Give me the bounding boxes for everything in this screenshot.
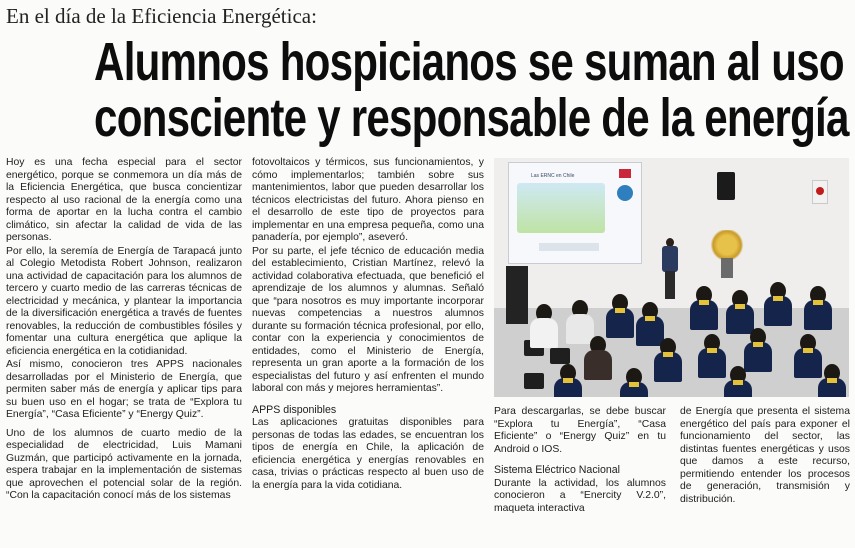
presenter-legs [665,271,675,299]
paragraph: de Energía que presenta el sistema energético del país para exponer el funcionamiento del sector, las distintas fuentes energéticas y usos que damos a este recurso, permitiendo entender los procesos de generación, transmisión y distribución. [680,406,850,505]
student [606,294,634,338]
event-photo [494,158,849,397]
student [724,366,752,397]
student [804,286,832,330]
chair [524,373,544,389]
projection-screen [508,162,642,264]
student [698,334,726,378]
paragraph: Por ello, la seremía de Energía de Tarapacá junto al Colegio Metodista Robert Johnson, realizaron una actividad de capacitación para los alumnos de tercero y cuarto medio de las carreras técnicas de electricidad y mecánica, y plantear la importancia de la diversificación energética a través de fuentes renovables, la reducción de combustibles fósiles y fomentar una cultura energética que aplique la eficiencia energética en la cotidianidad. [6,245,242,357]
loudspeaker [717,172,735,200]
paragraph: Así mismo, conocieron tres APPS nacionales desarrolladas por el Ministerio de Energía, que permiten saber más de energía y aplicar tips para su buen uso en el hogar; se trata de “Explora tu Energía”, “Casa Eficiente” y “Energy Quiz”. [6,359,242,420]
slide-illustration [517,183,605,233]
kicker: En el día de la Eficiencia Energética: [6,4,317,28]
paragraph: Uno de los alumnos de cuarto medio de la especialidad de electricidad, Luis Mamani Guzmán, que participó activamente en la jornada, espera trabajar en la implementación de sistemas que aprovechen el potencial solar de la región. “Con la capacitación conocí más de los sistemas [6,427,242,501]
student [818,364,846,397]
paragraph: Las aplicaciones gratuitas disponibles para personas de todas las edades, se encuentran los tipos de energía en Chile, la aplicación de eficiencia energética y energías renovables en casa, trivias o prácticas respecto al buen uso de la energía para la vida cotidiana. [252,417,484,491]
student [620,368,648,397]
student [690,286,718,330]
subheading-apps: APPS disponibles [252,403,337,416]
student [554,364,582,397]
ministry-logo [619,169,631,178]
paragraph: Por su parte, el jefe técnico de educación media del establecimiento, Cristian Martínez, relevó la actividad colaborativa efectuada, que benefició el aprendizaje de los alumnos y alumnas. Señaló que “para nosotros es muy importante incorporar nuevas competencias a nuestros alumnos durante su formación técnica profesional, por ello, contar con la experiencia y conocimientos de entidades, como el Ministerio de Energía, representa un gran aporte a la formación de los especialistas del futuro y así enfrenten el mundo laboral con más y mejores herramientas”. [252,245,484,394]
headline-line-1: Alumnos hospicianos se suman al uso [94,32,844,92]
student [764,282,792,326]
paragraph: fotovoltaicos y térmicos, sus funcionamientos, y cómo implementarlos; también sobre sus mantenimientos, labor que pueden desarrollar los técnicos electricistas del futuro. Ahora pienso en el desarrollo de este tipo de proyectos para implementar en una empresa pequeña, como una panadería, por ejemplo”, aseveró. [252,157,484,243]
paragraph: Hoy es una fecha especial para el sector energético, porque se conmemora un día más de la Eficiencia Energética, que busca concientizar respecto al uso racional de la energía como una forma de aportar en la lucha contra el cambio climático, sin afectar la calidad de vida de las personas. [6,157,242,243]
wall-banner [812,180,828,204]
podium [506,266,528,324]
flower-arrangement [709,230,745,260]
student [654,338,682,382]
column-2 [252,157,484,493]
headline-line-2: consciente y responsable de la energía [94,88,849,148]
paragraph: Durante la actividad, los alumnos conocieron a “Enercity V.2.0”, maqueta interactiva [494,477,666,514]
student [530,304,558,348]
column-3 [494,406,666,516]
slide-icon [617,185,633,201]
presenter-body [662,246,678,272]
slide-title: Las ERNC en Chile [531,173,575,179]
chair [550,348,570,364]
student [584,336,612,380]
subheading-sistema: Sistema Eléctrico Nacional [494,464,620,476]
paragraph: Para descargarlas, se debe buscar “Explora tu Energía”, “Casa Eficiente” o “Energy Quiz” en tu Android o IOS. [494,406,666,455]
column-1 [6,157,242,504]
vase [721,258,733,278]
column-4 [680,406,850,507]
slide-footer [539,243,599,251]
